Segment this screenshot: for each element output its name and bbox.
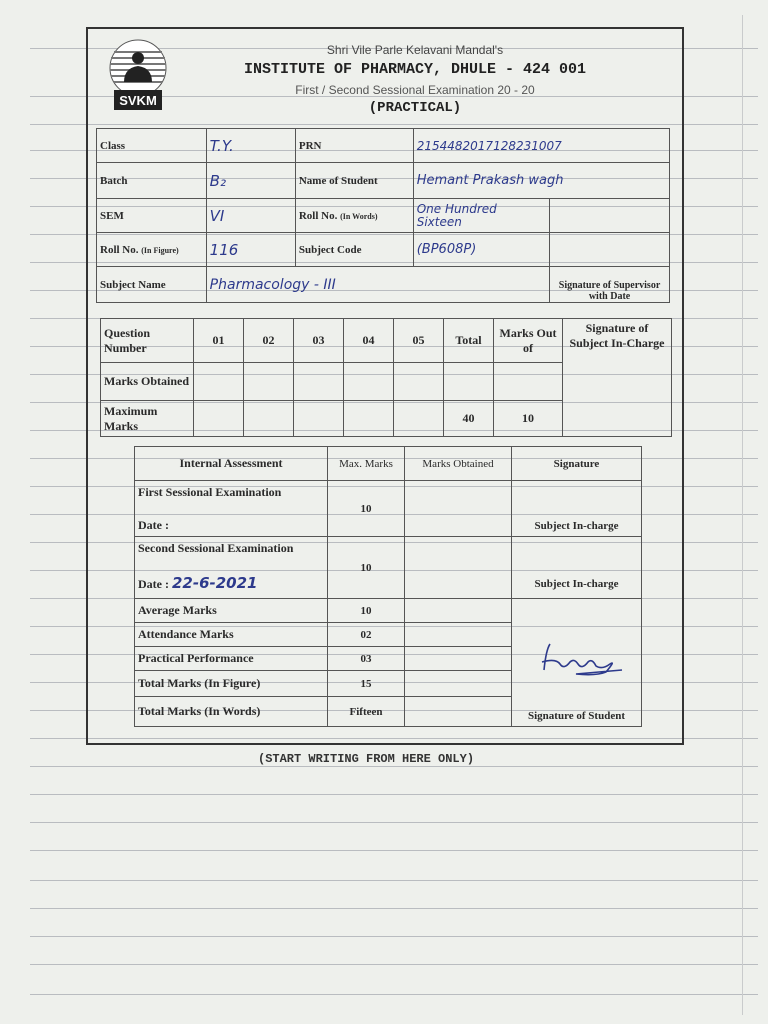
total-figure-max: 15 — [328, 671, 405, 697]
second-sessional-signature: Subject In-charge — [512, 537, 642, 599]
prn-label: PRN — [295, 129, 413, 163]
total-words-label: Total Marks (In Words) — [135, 697, 328, 727]
practical-performance-label: Practical Performance — [135, 647, 328, 671]
sem-label: SEM — [97, 199, 207, 233]
total-figure-label: Total Marks (In Figure) — [135, 671, 328, 697]
ruled-line — [30, 908, 758, 909]
sem-value: VI — [206, 199, 295, 233]
subject-code-value: (BP608P) — [413, 233, 549, 267]
max-total-value: 40 — [444, 401, 494, 437]
practical-performance-obtained — [405, 647, 512, 671]
second-sessional-max: 10 — [328, 537, 405, 599]
svkm-logo — [104, 38, 172, 114]
average-marks-label: Average Marks — [135, 599, 328, 623]
ruled-line — [30, 936, 758, 937]
batch-value: B₂ — [206, 163, 295, 199]
ruled-line — [30, 766, 758, 767]
total-header: Total — [444, 319, 494, 363]
student-info-table — [96, 128, 670, 303]
total-words-max: Fifteen — [328, 697, 405, 727]
q2-obtained — [244, 363, 294, 401]
ruled-line — [30, 880, 758, 881]
ruled-line — [30, 794, 758, 795]
q2-header: 02 — [244, 319, 294, 363]
batch-label: Batch — [97, 163, 207, 199]
roll-words-label: Roll No. (In Words) — [295, 199, 413, 233]
student-signature-label: Signature of Student — [528, 710, 625, 722]
prn-value: 2154482017128231007 — [413, 129, 669, 163]
q3-header: 03 — [294, 319, 344, 363]
first-sessional-obtained — [405, 481, 512, 537]
internal-assessment-table — [134, 446, 642, 727]
second-sessional-obtained — [405, 537, 512, 599]
student-name-value: Hemant Prakash wagh — [413, 163, 669, 199]
q5-obtained — [394, 363, 444, 401]
q4-max — [344, 401, 394, 437]
attendance-marks-obtained — [405, 623, 512, 647]
practical-performance-max: 03 — [328, 647, 405, 671]
name-label: Name of Student — [295, 163, 413, 199]
average-marks-max: 10 — [328, 599, 405, 623]
q3-max — [294, 401, 344, 437]
sheet-edge — [742, 15, 743, 1015]
supervisor-signature-label: Signature of Supervisor with Date — [550, 267, 670, 303]
attendance-marks-label: Attendance Marks — [135, 623, 328, 647]
attendance-marks-max: 02 — [328, 623, 405, 647]
subject-incharge-signature: Signature of Subject In-Charge — [563, 319, 672, 437]
q1-obtained — [194, 363, 244, 401]
empty-cell — [550, 233, 670, 267]
second-sessional-cell: Second Sessional Examination Date : 22-6-2021 — [135, 537, 328, 599]
student-signature — [536, 640, 626, 680]
marks-out-of-header: Marks Out of — [494, 319, 563, 363]
marks-obtained-label: Marks Obtained — [101, 363, 194, 401]
q4-header: 04 — [344, 319, 394, 363]
ia-header-signature: Signature — [512, 447, 642, 481]
ruled-line — [30, 964, 758, 965]
second-sessional-date: 22-6-2021 — [171, 574, 258, 592]
first-sessional-signature: Subject In-charge — [512, 481, 642, 537]
q5-header: 05 — [394, 319, 444, 363]
roll-figure-label: Roll No. (In Figure) — [97, 233, 207, 267]
first-sessional-cell: First Sessional Examination Date : — [135, 481, 328, 537]
exam-line: First / Second Sessional Examination 20 - 20 — [295, 83, 535, 97]
class-label: Class — [97, 129, 207, 163]
org-name: Shri Vile Parle Kelavani Mandal's — [326, 43, 504, 57]
subject-code-label: Subject Code — [295, 233, 413, 267]
class-value: T.Y. — [206, 129, 295, 163]
ia-header-obtained: Marks Obtained — [405, 447, 512, 481]
out-of-obtained — [494, 363, 563, 401]
exam-type: (PRACTICAL) — [368, 100, 462, 116]
q2-max — [244, 401, 294, 437]
average-marks-obtained — [405, 599, 512, 623]
question-marks-table — [100, 318, 672, 437]
ia-header-assessment: Internal Assessment — [135, 447, 328, 481]
q1-header: 01 — [194, 319, 244, 363]
start-writing-note: (START WRITING FROM HERE ONLY) — [258, 752, 475, 766]
roll-figure-value: 116 — [206, 233, 295, 267]
q3-obtained — [294, 363, 344, 401]
ia-header-max: Max. Marks — [328, 447, 405, 481]
total-words-obtained — [405, 697, 512, 727]
max-out-of-value: 10 — [494, 401, 563, 437]
first-sessional-max: 10 — [328, 481, 405, 537]
q1-max — [194, 401, 244, 437]
maximum-marks-label: Maximum Marks — [101, 401, 194, 437]
logo-text: SVKM — [119, 93, 157, 108]
total-figure-obtained — [405, 671, 512, 697]
q4-obtained — [344, 363, 394, 401]
q5-max — [394, 401, 444, 437]
subject-name-value: Pharmacology - III — [206, 267, 549, 303]
question-number-label: Question Number — [101, 319, 194, 363]
ruled-line — [30, 850, 758, 851]
total-obtained — [444, 363, 494, 401]
ruled-line — [30, 822, 758, 823]
empty-cell — [550, 199, 670, 233]
institute-title: INSTITUTE OF PHARMACY, DHULE - 424 001 — [243, 61, 587, 78]
ruled-line — [30, 994, 758, 995]
subject-name-label: Subject Name — [97, 267, 207, 303]
roll-words-value: One Hundred Sixteen — [413, 199, 549, 233]
